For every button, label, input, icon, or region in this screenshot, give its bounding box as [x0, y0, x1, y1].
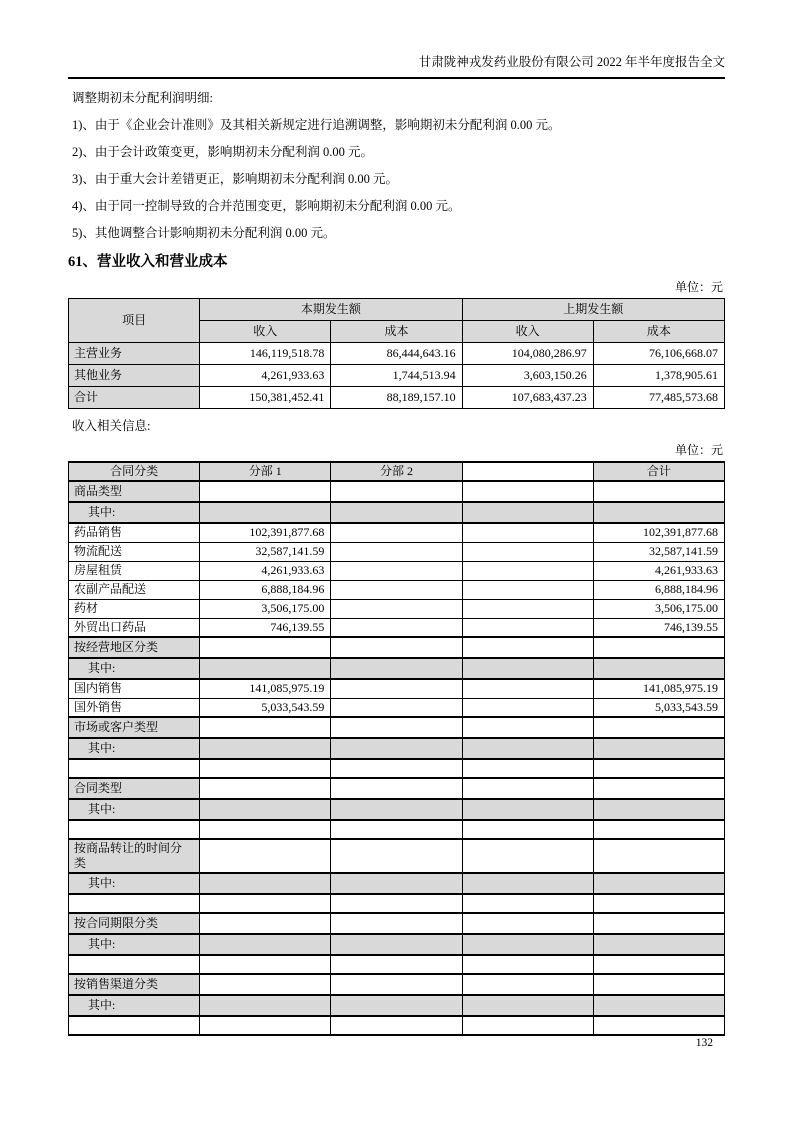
value-cell	[593, 1016, 724, 1035]
value-cell	[200, 839, 331, 873]
value-cell	[593, 894, 724, 913]
value-cell	[200, 717, 331, 738]
value-cell	[462, 759, 593, 778]
table-row	[69, 717, 725, 738]
value-cell	[462, 873, 593, 894]
value-cell: 88,189,157.10	[331, 387, 462, 409]
row-label-cell: 按合同期限分类	[69, 913, 200, 934]
table-row	[69, 778, 725, 799]
table-row	[69, 738, 725, 759]
table-row	[69, 387, 725, 409]
table-row	[69, 820, 725, 839]
value-cell: 141,085,975.19	[200, 679, 331, 698]
header-cell-current-period: 本期发生额	[200, 299, 462, 321]
revenue-cost-table-wrap	[68, 298, 725, 409]
table-row	[69, 561, 725, 580]
row-label-cell: 按经营地区分类	[69, 637, 200, 658]
value-cell: 102,391,877.68	[593, 523, 724, 542]
table-row	[69, 799, 725, 820]
contract-table-wrap	[68, 461, 725, 1036]
value-cell	[200, 637, 331, 658]
row-label-cell: 其中:	[69, 995, 200, 1016]
value-cell	[593, 717, 724, 738]
value-cell	[593, 799, 724, 820]
value-cell	[462, 637, 593, 658]
value-cell	[331, 738, 462, 759]
value-cell	[462, 799, 593, 820]
value-cell	[462, 778, 593, 799]
intro-item-list	[68, 118, 725, 240]
value-cell: 141,085,975.19	[593, 679, 724, 698]
row-label-cell: 药材	[69, 599, 200, 618]
table-row	[69, 658, 725, 679]
value-cell: 746,139.55	[593, 618, 724, 637]
value-cell: 86,444,643.16	[331, 343, 462, 365]
row-label-cell	[69, 1016, 200, 1035]
value-cell	[462, 974, 593, 995]
contract-classification-table	[68, 461, 725, 1036]
intro-item: 4)、由于同一控制导致的合并范围变更，影响期初未分配利润 0.00 元。	[72, 199, 461, 213]
value-cell: 3,603,150.26	[462, 365, 593, 387]
value-cell	[593, 839, 724, 873]
value-cell	[200, 820, 331, 839]
value-cell	[331, 717, 462, 738]
header-cell-segment-1: 分部 1	[200, 462, 331, 481]
value-cell	[331, 913, 462, 934]
value-cell	[331, 1016, 462, 1035]
value-cell	[331, 974, 462, 995]
table-row	[69, 365, 725, 387]
table-row	[69, 618, 725, 637]
header-cell-cost: 成本	[331, 321, 462, 343]
value-cell: 4,261,933.63	[200, 365, 331, 387]
value-cell	[593, 995, 724, 1016]
value-cell	[593, 759, 724, 778]
row-label-cell: 房屋租赁	[69, 561, 200, 580]
value-cell	[462, 502, 593, 523]
table-row	[69, 481, 725, 502]
table-row	[69, 1016, 725, 1035]
value-cell	[462, 542, 593, 561]
contract-header-row	[69, 462, 725, 481]
row-label-cell	[69, 759, 200, 778]
value-cell	[331, 481, 462, 502]
value-cell: 6,888,184.96	[200, 580, 331, 599]
row-label-cell: 市场或客户类型	[69, 717, 200, 738]
value-cell: 746,139.55	[200, 618, 331, 637]
unit-label-contract: 单位：元	[674, 443, 723, 457]
header-cell-income: 收入	[200, 321, 331, 343]
value-cell: 76,106,668.07	[593, 343, 724, 365]
unit-label-revenue: 单位：元	[674, 280, 723, 294]
header-cell-blank	[462, 462, 593, 481]
value-cell	[200, 894, 331, 913]
value-cell	[593, 873, 724, 894]
value-cell: 77,485,573.68	[593, 387, 724, 409]
value-cell: 5,033,543.59	[593, 698, 724, 717]
table-row	[69, 759, 725, 778]
value-cell	[200, 995, 331, 1016]
intro-item: 2)、由于会计政策变更，影响期初未分配利润 0.00 元。	[72, 145, 374, 159]
value-cell	[593, 820, 724, 839]
value-cell	[462, 820, 593, 839]
value-cell	[331, 995, 462, 1016]
row-label-cell: 国内销售	[69, 679, 200, 698]
value-cell: 107,683,437.23	[462, 387, 593, 409]
value-cell	[462, 738, 593, 759]
value-cell	[331, 873, 462, 894]
table-row	[69, 955, 725, 974]
table-row	[69, 873, 725, 894]
value-cell: 32,587,141.59	[200, 542, 331, 561]
value-cell	[462, 894, 593, 913]
value-cell	[331, 820, 462, 839]
row-label-cell: 其中:	[69, 934, 200, 955]
value-cell: 32,587,141.59	[593, 542, 724, 561]
revenue-header-row-1	[69, 299, 725, 321]
income-info-caption: 收入相关信息:	[72, 419, 151, 433]
row-label-cell: 其他业务	[69, 365, 200, 387]
value-cell	[200, 738, 331, 759]
value-cell	[593, 974, 724, 995]
value-cell	[593, 637, 724, 658]
page-content	[68, 54, 725, 1036]
value-cell	[593, 658, 724, 679]
value-cell	[593, 778, 724, 799]
revenue-cost-table	[68, 298, 725, 409]
row-label-cell: 药品销售	[69, 523, 200, 542]
page-number: 132	[695, 1037, 713, 1049]
value-cell	[462, 934, 593, 955]
value-cell	[331, 679, 462, 698]
header-cell-total: 合计	[593, 462, 724, 481]
row-label-cell: 农副产品配送	[69, 580, 200, 599]
value-cell: 5,033,543.59	[200, 698, 331, 717]
value-cell: 3,506,175.00	[200, 599, 331, 618]
value-cell	[331, 799, 462, 820]
header-cell-contract-class: 合同分类	[69, 462, 200, 481]
table-row	[69, 637, 725, 658]
value-cell	[331, 618, 462, 637]
row-label-cell: 按销售渠道分类	[69, 974, 200, 995]
table-row	[69, 913, 725, 934]
header-cell-cost: 成本	[593, 321, 724, 343]
value-cell	[331, 934, 462, 955]
table-row	[69, 698, 725, 717]
row-label-cell: 商品类型	[69, 481, 200, 502]
value-cell: 3,506,175.00	[593, 599, 724, 618]
value-cell	[200, 799, 331, 820]
header-cell-item: 项目	[69, 299, 200, 343]
value-cell	[462, 658, 593, 679]
row-label-cell: 主营业务	[69, 343, 200, 365]
value-cell	[200, 778, 331, 799]
value-cell: 150,381,452.41	[200, 387, 331, 409]
row-label-cell: 其中:	[69, 658, 200, 679]
value-cell	[462, 618, 593, 637]
section-title: 61、营业收入和营业成本	[68, 254, 228, 270]
value-cell	[462, 839, 593, 873]
row-label-cell: 按商品转让的时间分类	[69, 839, 200, 873]
table-row	[69, 934, 725, 955]
value-cell	[593, 934, 724, 955]
row-label-cell: 其中:	[69, 873, 200, 894]
value-cell	[331, 759, 462, 778]
value-cell	[462, 481, 593, 502]
value-cell	[593, 738, 724, 759]
intro-item: 1)、由于《企业会计准则》及其相关新规定进行追溯调整，影响期初未分配利润 0.00 元。	[72, 118, 561, 132]
value-cell	[593, 913, 724, 934]
value-cell	[331, 580, 462, 599]
row-label-cell	[69, 894, 200, 913]
value-cell	[331, 698, 462, 717]
table-row	[69, 542, 725, 561]
value-cell	[200, 913, 331, 934]
row-label-cell: 外贸出口药品	[69, 618, 200, 637]
value-cell	[200, 974, 331, 995]
value-cell	[200, 658, 331, 679]
row-label-cell: 合计	[69, 387, 200, 409]
value-cell	[593, 481, 724, 502]
value-cell: 4,261,933.63	[200, 561, 331, 580]
table-row	[69, 523, 725, 542]
value-cell	[331, 542, 462, 561]
value-cell: 146,119,518.78	[200, 343, 331, 365]
value-cell	[331, 894, 462, 913]
intro-item: 3)、由于重大会计差错更正，影响期初未分配利润 0.00 元。	[72, 172, 399, 186]
value-cell	[331, 637, 462, 658]
value-cell	[462, 1016, 593, 1035]
table-row	[69, 343, 725, 365]
table-row	[69, 995, 725, 1016]
value-cell	[200, 934, 331, 955]
value-cell	[462, 955, 593, 974]
value-cell: 6,888,184.96	[593, 580, 724, 599]
table-row	[69, 974, 725, 995]
value-cell	[462, 679, 593, 698]
value-cell	[200, 873, 331, 894]
value-cell	[200, 955, 331, 974]
row-label-cell: 其中:	[69, 738, 200, 759]
value-cell	[200, 481, 331, 502]
value-cell	[200, 502, 331, 523]
value-cell: 102,391,877.68	[200, 523, 331, 542]
value-cell: 104,080,286.97	[462, 343, 593, 365]
value-cell: 1,744,513.94	[331, 365, 462, 387]
value-cell	[593, 955, 724, 974]
value-cell	[331, 561, 462, 580]
value-cell	[331, 658, 462, 679]
value-cell	[331, 778, 462, 799]
value-cell	[462, 913, 593, 934]
row-label-cell: 国外销售	[69, 698, 200, 717]
table-row	[69, 839, 725, 873]
table-row	[69, 894, 725, 913]
row-label-cell: 其中:	[69, 799, 200, 820]
value-cell	[200, 1016, 331, 1035]
header-cell-prior-period: 上期发生额	[462, 299, 724, 321]
value-cell	[462, 580, 593, 599]
row-label-cell: 合同类型	[69, 778, 200, 799]
value-cell	[331, 502, 462, 523]
page-header	[68, 54, 725, 79]
value-cell	[462, 995, 593, 1016]
value-cell: 1,378,905.61	[593, 365, 724, 387]
value-cell	[462, 698, 593, 717]
row-label-cell	[69, 820, 200, 839]
header-cell-segment-2: 分部 2	[331, 462, 462, 481]
value-cell	[462, 523, 593, 542]
table-row	[69, 679, 725, 698]
intro-heading: 调整期初未分配利润明细:	[72, 91, 213, 105]
value-cell	[331, 839, 462, 873]
value-cell	[200, 759, 331, 778]
header-cell-income: 收入	[462, 321, 593, 343]
value-cell	[462, 599, 593, 618]
report-title: 甘肃陇神戎发药业股份有限公司 2022 年半年度报告全文	[418, 55, 725, 69]
value-cell	[462, 717, 593, 738]
value-cell	[331, 599, 462, 618]
table-row	[69, 580, 725, 599]
row-label-cell: 其中:	[69, 502, 200, 523]
value-cell	[331, 955, 462, 974]
table-row	[69, 599, 725, 618]
row-label-cell: 物流配送	[69, 542, 200, 561]
value-cell: 4,261,933.63	[593, 561, 724, 580]
value-cell	[593, 502, 724, 523]
table-row	[69, 502, 725, 523]
row-label-cell	[69, 955, 200, 974]
value-cell	[462, 561, 593, 580]
value-cell	[331, 523, 462, 542]
intro-item: 5)、其他调整合计影响期初未分配利润 0.00 元。	[72, 226, 336, 240]
adjustment-detail-block	[68, 91, 725, 240]
